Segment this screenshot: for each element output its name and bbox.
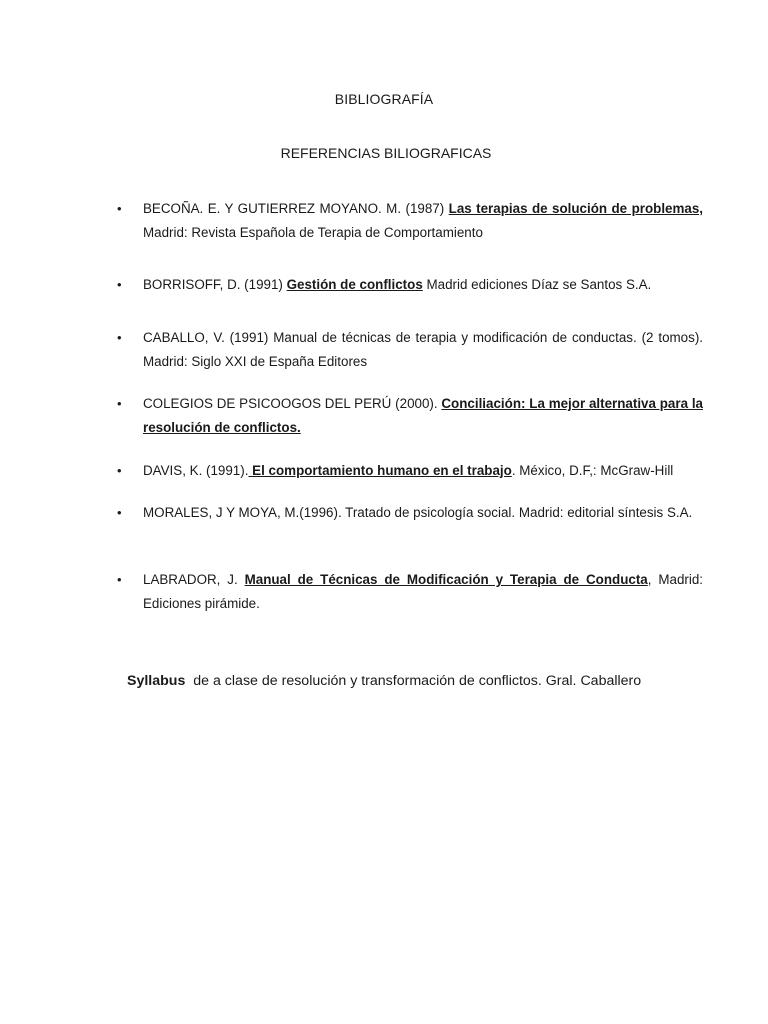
reference-text (143, 392, 703, 440)
bullet-icon: • (117, 572, 122, 587)
reference-item (117, 197, 703, 245)
reference-item (117, 459, 703, 483)
reference-text (143, 273, 703, 297)
syllabus-footer (127, 673, 641, 689)
bullet-icon: • (117, 396, 122, 411)
reference-work-title: Conciliación: La mejor alternativa para la resolución de conflictos. (143, 396, 703, 435)
bullet-icon: • (117, 505, 122, 520)
reference-text (143, 459, 703, 483)
reference-publisher: , Madrid: Ediciones pirámide. (143, 572, 703, 611)
reference-author: BECOÑA. E. Y GUTIERREZ MOYANO. M. (1987) (143, 201, 449, 216)
reference-publisher: . México, D.F,: McGraw-Hill (511, 463, 674, 478)
reference-work-title: Manual de Técnicas de Modificación y Terapia de Conducta (244, 572, 648, 587)
bullet-icon: • (117, 201, 122, 216)
document-title: BIBLIOGRAFÍA (334, 91, 434, 107)
reference-text (143, 568, 703, 616)
reference-work-title: Las terapias de solución de problemas, (448, 201, 704, 216)
reference-author: COLEGIOS DE PSICOOGOS DEL PERÚ (2000). (143, 396, 442, 411)
reference-text (143, 326, 703, 374)
reference-work-title: Gestión de conflictos (286, 277, 423, 292)
reference-work-title: El comportamiento humano en el trabajo (248, 463, 512, 478)
bullet-icon: • (117, 330, 122, 345)
reference-author: BORRISOFF, D. (1991) (143, 277, 287, 292)
reference-item (117, 326, 703, 374)
reference-publisher: Madrid: Revista Española de Terapia de Comportamiento (143, 225, 483, 240)
reference-publisher: Madrid ediciones Díaz se Santos S.A. (422, 277, 652, 292)
reference-item (117, 273, 703, 297)
reference-item (117, 392, 703, 440)
reference-text (143, 501, 703, 525)
reference-item (117, 501, 703, 525)
bullet-icon: • (117, 463, 122, 478)
reference-author: DAVIS, K. (1991). (143, 463, 249, 478)
syllabus-text: de a clase de resolución y transformación de conflictos. Gral. Caballero (193, 673, 642, 689)
syllabus-label: Syllabus (127, 673, 186, 689)
reference-text (143, 197, 703, 245)
document-subtitle: REFERENCIAS BILIOGRAFICAS (280, 145, 492, 161)
reference-author: CABALLO, V. (1991) Manual de técnicas de terapia y modificación de conductas. (2 tomos). Madrid: Siglo XXI de España Editores (143, 330, 703, 369)
reference-item (117, 568, 703, 616)
reference-author: LABRADOR, J. (143, 572, 245, 587)
reference-author: MORALES, J Y MOYA, M.(1996). Tratado de psicología social. Madrid: editorial síntesis S.A. (143, 505, 693, 520)
bullet-icon: • (117, 277, 122, 292)
